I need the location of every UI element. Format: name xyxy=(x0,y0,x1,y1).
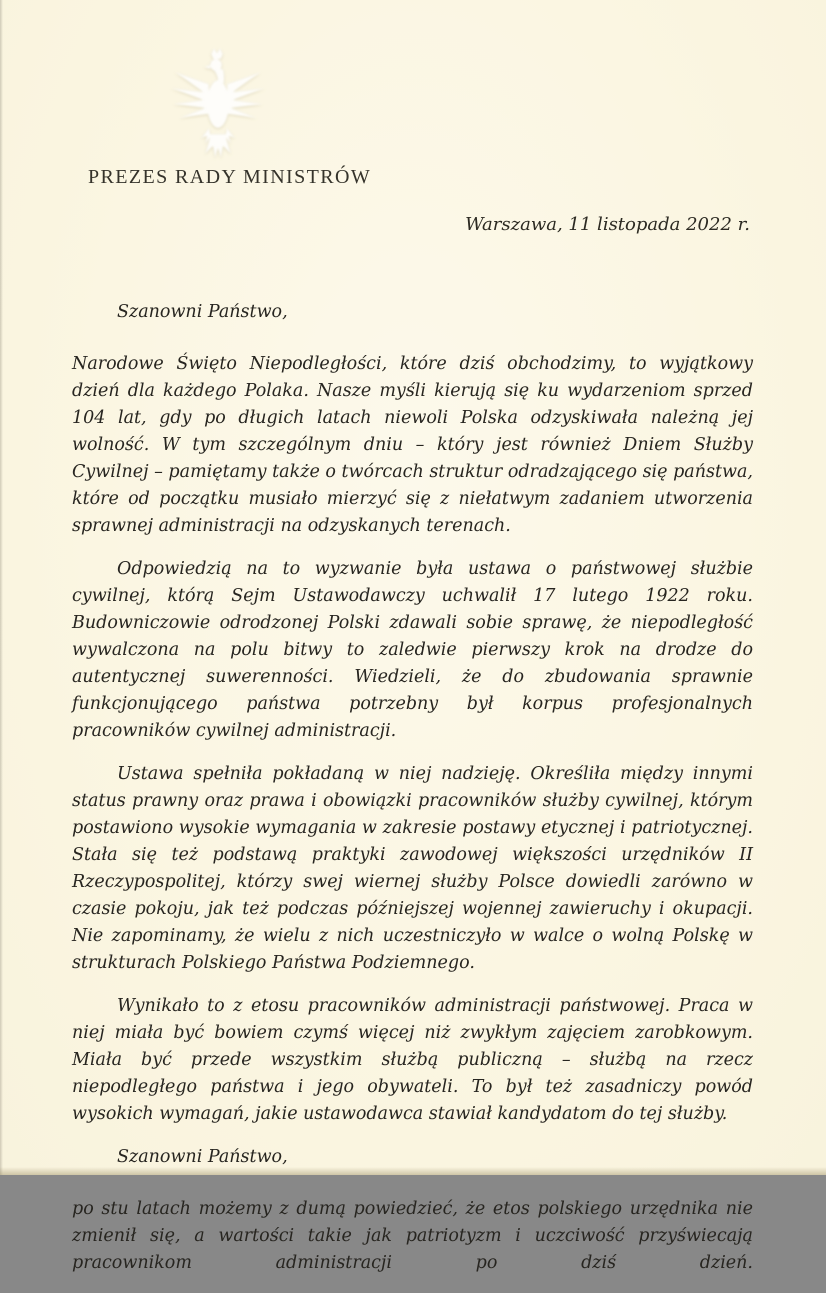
letter-paragraph: Narodowe Święto Niepodległości, które dziś obchodzimy, to wyjątkowy dzień dla każdego Polaka. Nasze myśli kierują się ku wydarzeniom sprzed 104 lat, gdy po długich latach niewoli Polska odzyskiwała należną jej wolność. W tym szczególnym dniu – który jest również Dniem Służby Cywilnej – pamiętamy także o twórcach struktur odradzającego się państwa, które od początku musiało mierzyć się z niełatwym zadaniem utworzenia sprawnej administracji na odzyskanych terenach. xyxy=(72,354,753,536)
letter-body xyxy=(72,299,753,1293)
salutation: Szanowni Państwo, xyxy=(117,1147,288,1167)
polish-eagle-watermark-icon xyxy=(163,42,273,172)
letter-paragraph: Ustawa spełniła pokładaną w niej nadzieję. Określiła między innymi status prawny oraz prawa i obowiązki pracowników służby cywilnej, którym postawiono wysokie wymagania w zakresie postawy etycznej i patriotycznej. Stała się też podstawą praktyki zawodowej większości urzędników II Rzeczypospolitej, którzy swej wiernej służby Polsce dowiedli zarówno w czasie pokoju, jak też podczas późniejszej wojennej zawieruchy i okupacji. Nie zapominamy, że wielu z nich uczestniczyło w walce o wolną Polskę w strukturach Polskiego Państwa Podziemnego. xyxy=(72,764,753,973)
dateline: Warszawa, 11 listopada 2022 r. xyxy=(465,214,750,235)
scan-edge-left-artifact xyxy=(0,0,3,1175)
sender-title: PREZES RADY MINISTRÓW xyxy=(88,166,372,188)
letter-paragraph: Wynikało to z etosu pracowników administracji państwowej. Praca w niej miała być bowiem czymś więcej niż zwykłym zajęciem zarobkowym. Miała być przede wszystkim służbą publiczną – służbą na rzecz niepodległego państwa i jego obywateli. To był też zasadniczy powód wysokich wymagań, jakie ustawodawca stawiał kandydatom do tej służby. xyxy=(72,996,753,1124)
salutation: Szanowni Państwo, xyxy=(117,302,288,322)
letter-paragraph: Odpowiedzią na to wyzwanie była ustawa o państwowej służbie cywilnej, którą Sejm Ustawodawczy uchwalił 17 lutego 1922 roku. Budowniczowie odrodzonej Polski zdawali sobie sprawę, że niepodległość wywalczona na polu bitwy to zaledwie pierwszy krok na drodze do autentycznej suwerenności. Wiedzieli, że do zbudowania sprawnie funkcjonującego państwa potrzebny był korpus profesjonalnych pracowników cywilnej administracji. xyxy=(72,559,753,741)
letter-paragraph: po stu latach możemy z dumą powiedzieć, że etos polskiego urzędnika nie zmienił się, a wartości takie jak patriotyzm i uczciwość przyświecają pracownikom administracji po dziś dzień. xyxy=(72,1199,753,1273)
